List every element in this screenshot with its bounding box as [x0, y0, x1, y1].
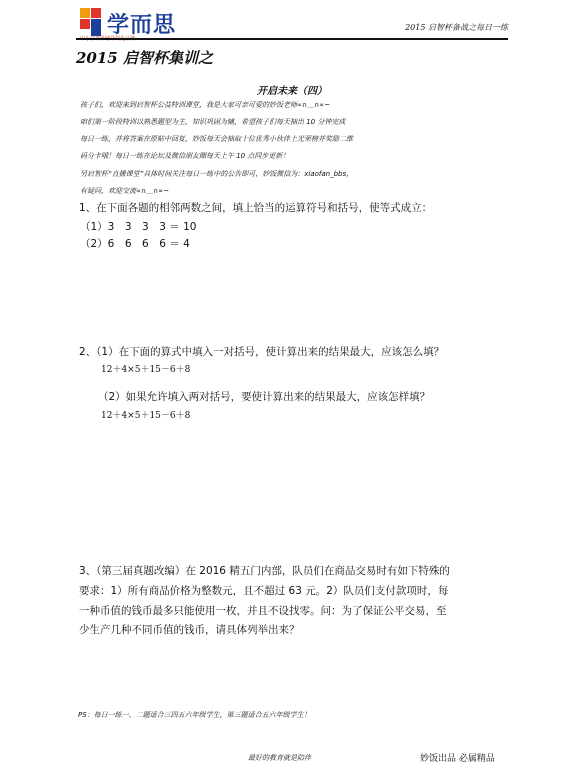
question-3-line: 要求：1）所有商品价格为整数元，且不超过 63 元。2）队员们支付款项时，每	[79, 585, 449, 597]
footer-brand: 妙饭出品 必属精品	[420, 754, 495, 764]
question-1-item: （2）6 6 6 6 ＝ 4	[80, 238, 190, 250]
page-subtitle: 开启未来（四）	[257, 86, 327, 97]
question-3-line: 一种币值的钱币最多只能使用一枚，并且不设找零。问：为了保证公平交易，至	[79, 605, 447, 617]
footer-motto: 最好的教育就是陪伴	[248, 754, 311, 762]
intro-line: 孩子们，欢迎来到启智杯公益特训课堂，我是大家可亲可爱的妙饭老师∝∩＿∩∝~	[80, 101, 331, 109]
question-2-part-1: 2、（1）在下面的算式中填入一对括号，使计算出来的结果最大，应该怎么填？	[79, 346, 445, 358]
question-3-line: 3、（第三届真题改编）在 2016 精五门内部，队员们在商品交易时有如下特殊的	[79, 565, 450, 577]
question-2-part-2: （2）如果允许填入两对括号，要使计算出来的结果最大，应该怎样填？	[98, 391, 431, 403]
footer-note: PS：每日一练一、二题适合三四五六年级学生，第三题适合五六年级学生！	[78, 711, 311, 719]
question-3-line: 少生产几种不同币值的钱币，请具体列举出来？	[79, 624, 300, 636]
question-1-item: （1）3 3 3 3 ＝ 10	[80, 221, 197, 233]
page-title: 2015 启智杯集训之	[76, 49, 213, 67]
logo-text: 学而思	[107, 13, 177, 38]
question-1-text: 1、在下面各题的相邻两数之间，填上恰当的运算符号和括号，使等式成立：	[79, 202, 433, 214]
intro-line: 码分卡哦！每日一练在论坛及微信朋友圈每天上午 10 点同步更新！	[80, 152, 290, 160]
intro-line: 另启智杯“直播课堂”具体时间关注每日一练中的公告即可，妙饭微信为：xiaofan_bbs，	[80, 170, 354, 178]
intro-line: 咱们第一阶段特训以熟悉题型为主，知识巩固为辅，希望孩子们每天抽出 10 分钟完成	[80, 118, 346, 126]
question-2-expression-1: 12＋4×5＋15－6＋8	[101, 365, 191, 375]
header-divider	[76, 38, 508, 40]
question-2-expression-2: 12＋4×5＋15－6＋8	[101, 411, 191, 421]
logo-mark-icon	[80, 8, 104, 38]
logo	[80, 8, 200, 42]
intro-line: 有疑问，欢迎交流∝∩＿∩∝~	[80, 187, 170, 195]
intro-line: 每日一练，并将答案在原帖中回复，妙饭每天会抽取十位优秀小伙伴上光荣榜并奖励二维	[80, 135, 353, 143]
header-right-text: 2015 启智杯备战之每日一练	[405, 23, 508, 32]
